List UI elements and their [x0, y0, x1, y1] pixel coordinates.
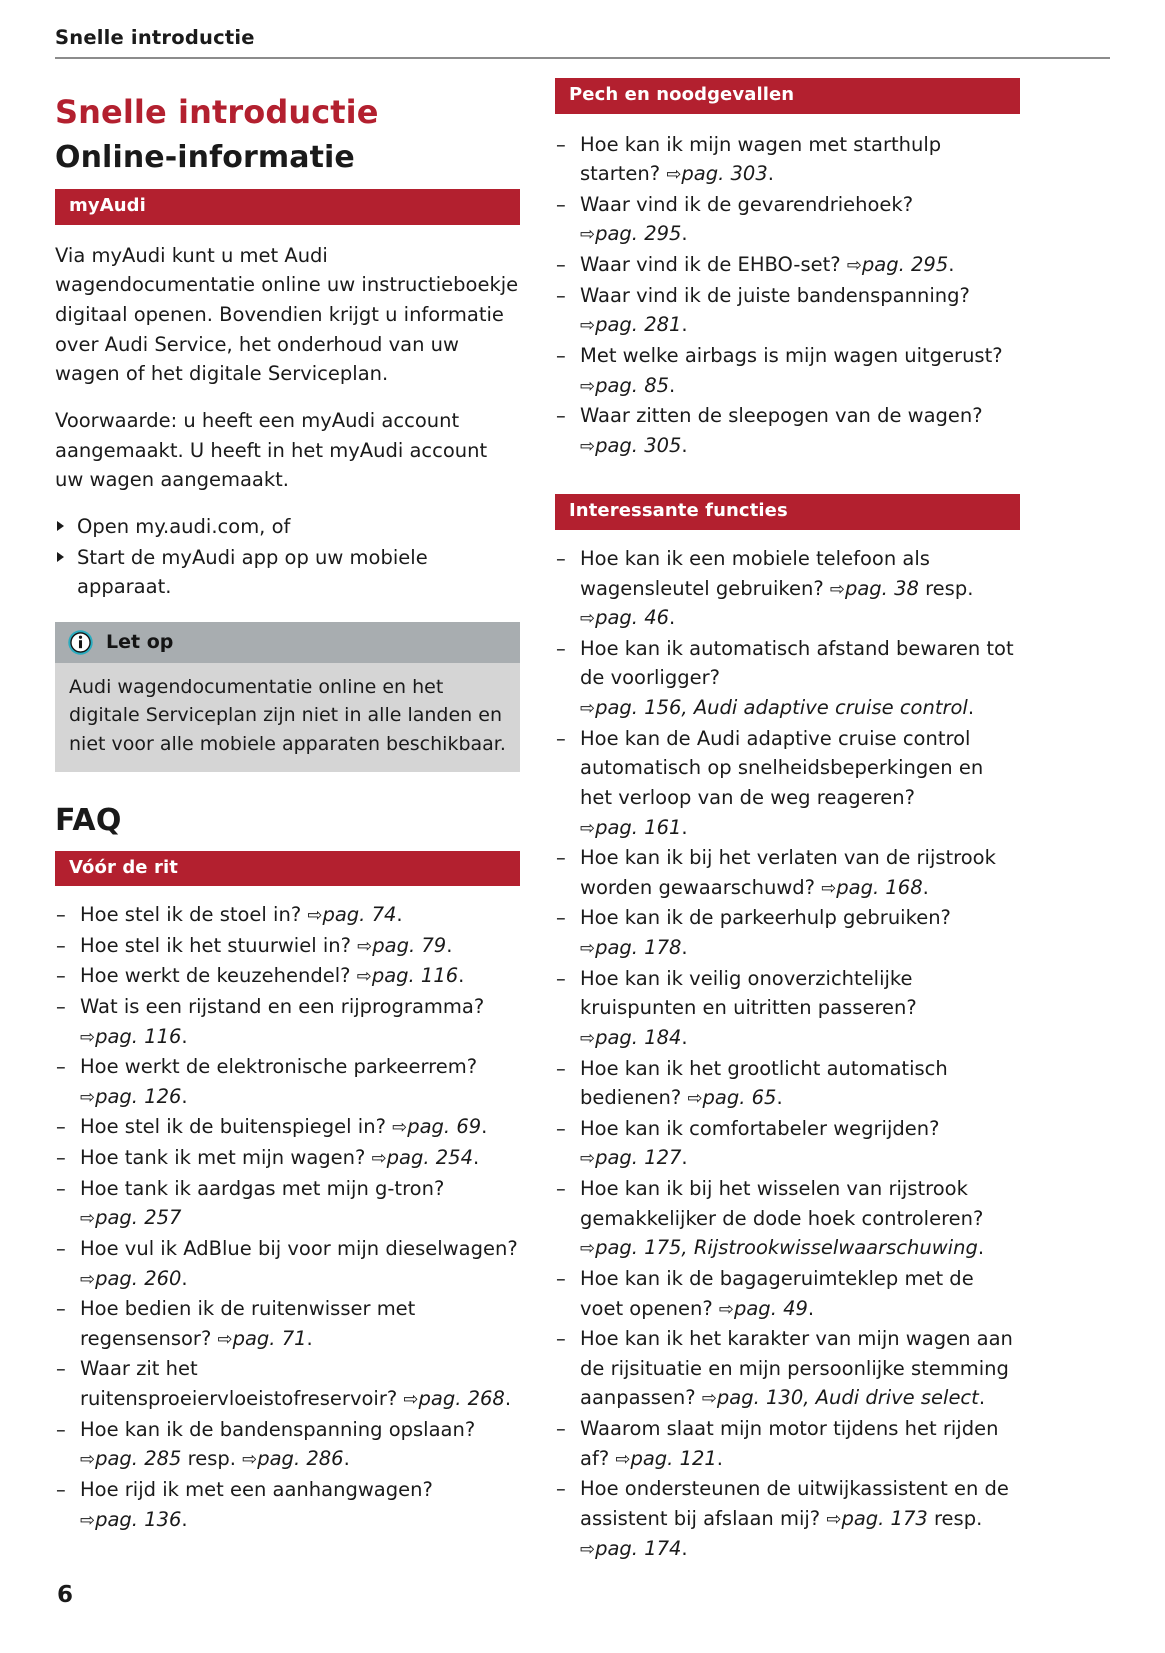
page-reference[interactable]	[80, 1267, 181, 1290]
faq-question: Waar vind ik de gevarendriehoek?	[580, 192, 914, 216]
page-reference-tail: .	[807, 1296, 815, 1320]
page-reference-label: pag. 175, Rijstrookwisselwaarschuwing	[595, 1236, 978, 1260]
page-reference-arrow-icon: ⇨	[580, 435, 596, 457]
faq-question: Waarom slaat mijn motor tijdens het rijden af?	[580, 1417, 999, 1470]
page-reference-arrow-icon: ⇨	[687, 1088, 703, 1110]
page-reference-tail: .	[481, 1115, 488, 1139]
page-reference-arrow-icon: ⇨	[357, 935, 373, 957]
page-reference-label: pag. 268	[418, 1387, 505, 1411]
page-reference-label: pag. 286	[257, 1447, 344, 1471]
faq-question: Waar zitten de sleepogen van de wagen?	[580, 404, 983, 428]
dash-bullet-icon: –	[556, 906, 566, 930]
dash-bullet-icon: –	[56, 1236, 66, 1260]
faq-question: Hoe werkt de keuzehendel?	[80, 964, 357, 988]
page-reference-label: pag. 127	[595, 1146, 682, 1170]
page-title: Snelle introductie	[55, 93, 379, 131]
page-reference-label: pag. 74	[322, 903, 397, 927]
faq-question: Hoe kan ik comfortabeler wegrijden?	[580, 1116, 940, 1140]
dash-bullet-icon: –	[556, 404, 566, 428]
dash-bullet-icon: –	[556, 283, 566, 307]
page-reference[interactable]	[666, 162, 767, 185]
page-reference-tail: .	[967, 696, 975, 719]
page-reference-label: pag. 257	[95, 1206, 182, 1230]
page-reference-label: pag. 303	[681, 162, 768, 186]
page-reference[interactable]	[687, 1086, 776, 1109]
faq-item	[555, 544, 1020, 633]
faq-question: Hoe kan ik een mobiele telefoon als wagensleutel gebruiken?	[580, 546, 930, 600]
faq-item	[555, 281, 1020, 340]
page-reference-label: pag. 69	[407, 1115, 482, 1139]
page-columns	[55, 78, 1110, 1564]
page-reference-arrow-icon: ⇨	[80, 1268, 96, 1290]
faq-question: Hoe kan ik het grootlicht automatisch bedienen?	[580, 1056, 948, 1110]
page-reference-label: pag. 295	[861, 253, 949, 276]
faq-question: Hoe tank ik aardgas met mijn g-tron?	[80, 1176, 445, 1200]
page-reference-arrow-icon: ⇨	[666, 164, 682, 186]
dash-bullet-icon: –	[56, 1297, 66, 1321]
faq-heading: FAQ	[55, 803, 122, 839]
list-item-label: Open my.audi.com, of	[77, 514, 291, 538]
page-reference-arrow-icon: ⇨	[392, 1117, 408, 1139]
dash-bullet-icon: –	[56, 1146, 66, 1170]
faq-item	[55, 1174, 520, 1233]
page-reference-arrow-icon: ⇨	[371, 1148, 387, 1170]
dash-bullet-icon: –	[556, 1116, 566, 1140]
faq-list-pech-en-noodgevallen	[555, 130, 1020, 461]
faq-question: Hoe kan ik veilig onoverzichtelijke kruispunten en uitritten passeren?	[580, 966, 917, 1020]
page-reference-tail: .	[681, 936, 688, 959]
page-reference[interactable]	[357, 964, 458, 987]
dash-bullet-icon: –	[556, 1177, 566, 1200]
page-reference-separator: resp.	[927, 1506, 983, 1530]
page-reference-tail: .	[922, 875, 929, 899]
page-reference-tail: .	[681, 313, 688, 337]
page-reference[interactable]	[580, 1236, 978, 1259]
note-box-title: Let op	[106, 631, 174, 654]
page-reference-tail: .	[681, 1025, 688, 1049]
page-reference-arrow-icon: ⇨	[580, 1148, 596, 1170]
page-reference-tail: .	[472, 1146, 480, 1170]
page-reference-arrow-icon: ⇨	[80, 1509, 96, 1531]
page-reference-label: pag. 136	[95, 1507, 182, 1531]
faq-question: Waar zit het ruitensproeiervloeistofreservoir?	[80, 1357, 404, 1411]
page-reference-tail: .	[681, 222, 688, 246]
faq-item	[555, 250, 1020, 280]
faq-item	[555, 634, 1020, 723]
page-reference-tail: .	[181, 1507, 188, 1531]
faq-item	[555, 130, 1020, 189]
page-reference[interactable]	[702, 1386, 979, 1409]
header-divider	[55, 57, 1110, 59]
page-reference-label: pag. 305	[595, 433, 682, 457]
page-reference-label: pag. 295	[595, 222, 682, 246]
page-reference-tail: .	[306, 1326, 313, 1350]
dash-bullet-icon: –	[56, 964, 66, 988]
note-box-header	[55, 622, 520, 663]
faq-list-voor-de-rit	[55, 900, 520, 1534]
page-reference-tail: .	[681, 815, 688, 839]
dash-bullet-icon: –	[56, 1176, 66, 1200]
page-reference-tail: .	[767, 162, 774, 186]
note-box-let-op	[55, 622, 520, 773]
faq-item	[555, 1054, 1020, 1113]
page-reference-arrow-icon: ⇨	[217, 1328, 233, 1350]
page-reference-arrow-icon: ⇨	[846, 255, 862, 276]
dash-bullet-icon: –	[556, 1327, 566, 1351]
page-reference-arrow-icon: ⇨	[242, 1449, 258, 1471]
paragraph-myaudi-intro: Via myAudi kunt u met Audi wagendocumentatie online uw instructieboekje digitaal openen. Bovendien krijgt u informatie over Audi Service, het onderhoud van uw wagen of het digitale Serviceplan.	[55, 243, 519, 386]
faq-question: Hoe kan ik de bagageruimteklep met de voet openen?	[580, 1266, 974, 1320]
faq-question: Hoe stel ik de buitenspiegel in?	[80, 1115, 393, 1139]
page-reference-label: pag. 174	[595, 1536, 682, 1560]
page-reference-label: pag. 126	[95, 1084, 182, 1108]
dash-bullet-icon: –	[556, 846, 566, 870]
faq-item	[555, 1114, 1020, 1173]
page-reference-label: pag. 161	[595, 815, 682, 839]
page-reference-arrow-icon: ⇨	[821, 877, 837, 899]
page-reference-tail: .	[396, 903, 403, 927]
page-reference-label: pag. 156, Audi adaptive cruise control	[595, 696, 968, 719]
subsection-bar-pech-en-noodgevallen: Pech en noodgevallen	[555, 78, 1020, 114]
faq-question: Hoe kan de Audi adaptive cruise control automatisch op snelheidsbeperkingen en het verloop van de weg reageren?	[580, 726, 984, 809]
page-reference-arrow-icon: ⇨	[829, 578, 845, 600]
faq-question: Hoe vul ik AdBlue bij voor mijn dieselwagen?	[80, 1236, 518, 1260]
page-reference-label: pag. 281	[595, 313, 682, 337]
page-reference-tail: .	[681, 1536, 688, 1560]
faq-question: Hoe bedien ik de ruitenwisser met regensensor?	[80, 1297, 416, 1350]
page-reference-arrow-icon: ⇨	[80, 1449, 96, 1471]
subsection-bar-voor-de-rit: Vóór de rit	[55, 851, 520, 887]
page-reference-label: pag. 116	[95, 1024, 182, 1048]
left-column	[55, 78, 520, 1564]
triangle-bullet-icon	[57, 521, 64, 531]
note-box-body: Audi wagendocumentatie online en het digitale Serviceplan zijn niet in alle landen en niet voor alle mobiele apparaten beschikbaar.	[55, 663, 520, 773]
page-reference-arrow-icon: ⇨	[615, 1448, 631, 1470]
faq-item	[55, 1354, 520, 1413]
page-reference-label: pag. 130, Audi drive select	[716, 1386, 979, 1410]
faq-question: Hoe kan ik de parkeerhulp gebruiken?	[580, 906, 951, 930]
page-reference-arrow-icon: ⇨	[80, 1026, 96, 1048]
page-reference[interactable]	[372, 1146, 473, 1169]
page-reference-arrow-icon: ⇨	[80, 1086, 96, 1108]
page-reference-label: pag. 178	[595, 936, 682, 959]
faq-item	[555, 843, 1020, 902]
section-title-online-informatie: Online-informatie	[55, 139, 355, 175]
page-reference[interactable]	[80, 1085, 181, 1108]
page-reference[interactable]	[357, 934, 446, 957]
faq-question: Waar vind ik de EHBO-set?	[580, 253, 847, 276]
list-item	[55, 512, 520, 541]
dash-bullet-icon: –	[56, 1115, 66, 1139]
list-item-label: Start de myAudi app op uw mobiele apparaat.	[77, 546, 428, 599]
page-reference-label: pag. 38	[844, 576, 919, 600]
dash-bullet-icon: –	[556, 343, 566, 367]
page-reference[interactable]	[80, 1206, 181, 1229]
right-column	[555, 78, 1020, 1564]
step-list	[55, 512, 520, 602]
page-reference[interactable]	[80, 1447, 181, 1470]
page-reference-arrow-icon: ⇨	[580, 315, 596, 337]
faq-item	[55, 1294, 520, 1353]
subsection-bar-interessante-functies: Interessante functies	[555, 494, 1020, 530]
page-reference[interactable]	[580, 434, 681, 457]
page-reference-arrow-icon: ⇨	[580, 375, 596, 397]
page-reference-tail: .	[669, 606, 676, 630]
page-reference-arrow-icon: ⇨	[580, 1027, 596, 1049]
page-reference-label: pag. 65	[702, 1086, 777, 1110]
page-reference[interactable]	[580, 313, 681, 336]
page-reference-arrow-icon: ⇨	[356, 966, 372, 988]
faq-item	[555, 401, 1020, 460]
faq-item	[555, 964, 1020, 1053]
page-reference[interactable]	[615, 1447, 716, 1470]
page-reference-tail: .	[458, 964, 465, 988]
page-reference-arrow-icon: ⇨	[718, 1298, 734, 1320]
dash-bullet-icon: –	[556, 966, 566, 990]
dash-bullet-icon: –	[56, 1055, 66, 1079]
running-header	[55, 26, 1110, 59]
dash-bullet-icon: –	[556, 726, 566, 750]
page-reference-label: pag. 254	[386, 1146, 473, 1170]
faq-question: Met welke airbags is mijn wagen uitgerust?	[580, 343, 1003, 367]
running-header-title: Snelle introductie	[55, 26, 255, 49]
page-reference-arrow-icon: ⇨	[580, 608, 596, 630]
faq-item	[555, 1414, 1020, 1473]
faq-item	[55, 1415, 520, 1474]
faq-question: Hoe kan ik de bandenspanning opslaan?	[80, 1417, 476, 1441]
subsection-bar-myaudi: myAudi	[55, 189, 520, 225]
page-reference[interactable]	[80, 1508, 181, 1531]
info-icon	[67, 629, 94, 656]
page-reference-tail: .	[181, 1024, 188, 1048]
page-reference[interactable]	[719, 1297, 808, 1320]
page-reference-tail: .	[181, 1084, 188, 1108]
dash-bullet-icon: –	[556, 1266, 566, 1290]
page-reference-tail: .	[446, 933, 453, 957]
page-reference-tail: .	[681, 1146, 688, 1170]
faq-question: Hoe rijd ik met een aanhangwagen?	[80, 1477, 433, 1501]
page-reference[interactable]	[580, 696, 968, 719]
page-reference-arrow-icon: ⇨	[580, 1238, 596, 1260]
page-reference-label: pag. 116	[371, 964, 459, 988]
dash-bullet-icon: –	[556, 132, 566, 156]
page-reference-arrow-icon: ⇨	[580, 1538, 596, 1560]
dash-bullet-icon: –	[56, 994, 66, 1018]
page-reference-arrow-icon: ⇨	[80, 1208, 96, 1230]
faq-question: Hoe kan ik bij het verlaten van de rijstrook worden gewaarschuwd?	[580, 846, 996, 899]
dash-bullet-icon: –	[556, 636, 566, 660]
faq-question: Hoe ondersteunen de uitwijkassistent en de assistent bij afslaan mij?	[580, 1477, 1009, 1530]
page-reference[interactable]	[580, 816, 681, 839]
page-reference-arrow-icon: ⇨	[580, 224, 596, 246]
faq-question: Hoe kan ik mijn wagen met starthulp starten?	[580, 132, 942, 186]
page-reference-arrow-icon: ⇨	[580, 817, 596, 839]
page-reference-tail: .	[504, 1387, 512, 1411]
page-reference[interactable]	[580, 606, 669, 629]
page-reference-label: pag. 184	[595, 1025, 682, 1049]
paragraph-myaudi-precondition: Voorwaarde: u heeft een myAudi account aangemaakt. U heeft in het myAudi account uw wagen aangemaakt.	[55, 408, 488, 492]
faq-item	[55, 1112, 520, 1142]
faq-item	[55, 961, 520, 991]
page-reference[interactable]	[580, 936, 681, 959]
page-reference-label: pag. 49	[733, 1296, 808, 1320]
faq-item	[55, 1052, 520, 1111]
page-reference-tail: .	[669, 373, 676, 397]
page-reference[interactable]	[580, 1537, 681, 1560]
faq-item	[555, 341, 1020, 400]
page-reference[interactable]	[392, 1115, 481, 1138]
page-reference[interactable]	[580, 1026, 681, 1049]
faq-item	[555, 1474, 1020, 1563]
page-reference-arrow-icon: ⇨	[307, 905, 323, 927]
page-reference-separator: resp.	[918, 576, 974, 600]
page-reference-label: pag. 79	[372, 933, 447, 957]
page-reference-arrow-icon: ⇨	[580, 698, 596, 719]
dash-bullet-icon: –	[56, 903, 66, 927]
faq-question: Hoe kan ik het karakter van mijn wagen aan de rijsituatie en mijn persoonlijke stemming aanpassen?	[580, 1327, 1013, 1410]
dash-bullet-icon: –	[556, 192, 566, 216]
page-reference[interactable]	[242, 1447, 343, 1470]
page-reference[interactable]	[403, 1387, 504, 1410]
page-reference-tail: .	[776, 1086, 783, 1110]
page-reference[interactable]	[580, 222, 681, 245]
faq-question: Hoe werkt de elektronische parkeerrem?	[80, 1055, 478, 1079]
faq-question: Hoe tank ik met mijn wagen?	[80, 1146, 372, 1170]
page-reference-label: pag. 285	[95, 1447, 182, 1471]
page-reference-arrow-icon: ⇨	[580, 938, 596, 959]
faq-item	[55, 1143, 520, 1173]
faq-item	[555, 1174, 1020, 1263]
faq-item	[55, 1475, 520, 1534]
dash-bullet-icon: –	[56, 1477, 66, 1501]
page-reference[interactable]	[307, 903, 396, 926]
page-reference[interactable]	[218, 1327, 307, 1350]
page-reference-label: pag. 71	[232, 1326, 307, 1350]
page-reference-label: pag. 121	[630, 1446, 717, 1470]
page-reference-arrow-icon: ⇨	[701, 1388, 717, 1410]
page-reference-tail: .	[343, 1447, 350, 1471]
page-reference-tail: .	[716, 1446, 723, 1470]
faq-item	[55, 1234, 520, 1293]
page-reference-separator: resp.	[181, 1447, 243, 1471]
faq-item	[555, 190, 1020, 249]
page-reference-label: pag. 168	[836, 875, 923, 899]
dash-bullet-icon: –	[556, 1417, 566, 1440]
faq-list-interessante-functies	[555, 544, 1020, 1563]
faq-item	[555, 903, 1020, 962]
page-reference-label: pag. 173	[841, 1506, 928, 1530]
page-number: 6	[57, 1582, 74, 1608]
faq-item	[55, 992, 520, 1051]
page-reference[interactable]	[830, 577, 919, 600]
page-reference-tail: .	[978, 1386, 986, 1410]
page-reference[interactable]	[80, 1025, 181, 1048]
dash-bullet-icon: –	[56, 1357, 66, 1381]
dash-bullet-icon: –	[556, 1056, 566, 1080]
page-reference-label: pag. 85	[595, 373, 670, 397]
page-reference[interactable]	[847, 253, 948, 276]
faq-item	[555, 724, 1020, 843]
dash-bullet-icon: –	[56, 1417, 66, 1441]
faq-question: Hoe stel ik de stoel in?	[80, 903, 308, 927]
page-reference[interactable]	[580, 1146, 681, 1169]
page-reference-tail: .	[681, 433, 688, 457]
page-reference[interactable]	[826, 1507, 927, 1530]
dash-bullet-icon: –	[556, 1477, 566, 1501]
faq-question: Waar vind ik de juiste bandenspanning?	[580, 283, 970, 307]
page-reference-label: pag. 260	[95, 1266, 182, 1290]
dash-bullet-icon: –	[556, 253, 566, 276]
faq-item	[55, 900, 520, 930]
faq-question: Hoe stel ik het stuurwiel in?	[80, 933, 358, 957]
page-reference[interactable]	[580, 374, 669, 397]
faq-question: Wat is een rijstand en een rijprogramma?	[80, 994, 485, 1018]
list-item	[55, 543, 520, 602]
dash-bullet-icon: –	[556, 546, 566, 570]
faq-question: Hoe kan ik automatisch afstand bewaren tot de voorligger?	[580, 636, 1014, 690]
page-reference-tail: .	[948, 253, 955, 276]
page-reference-tail: .	[181, 1266, 188, 1290]
faq-item	[555, 1264, 1020, 1323]
page-reference-arrow-icon: ⇨	[403, 1389, 419, 1411]
faq-item	[555, 1324, 1020, 1413]
page-reference[interactable]	[821, 876, 922, 899]
page-reference-label: pag. 46	[595, 606, 670, 630]
triangle-bullet-icon	[57, 552, 64, 562]
page-reference-arrow-icon: ⇨	[826, 1508, 842, 1530]
faq-question: Hoe kan ik bij het wisselen van rijstrook gemakkelijker de dode hoek controleren?	[580, 1177, 984, 1230]
faq-item	[55, 931, 520, 961]
page-reference-tail: .	[977, 1236, 985, 1260]
dash-bullet-icon: –	[56, 933, 66, 957]
